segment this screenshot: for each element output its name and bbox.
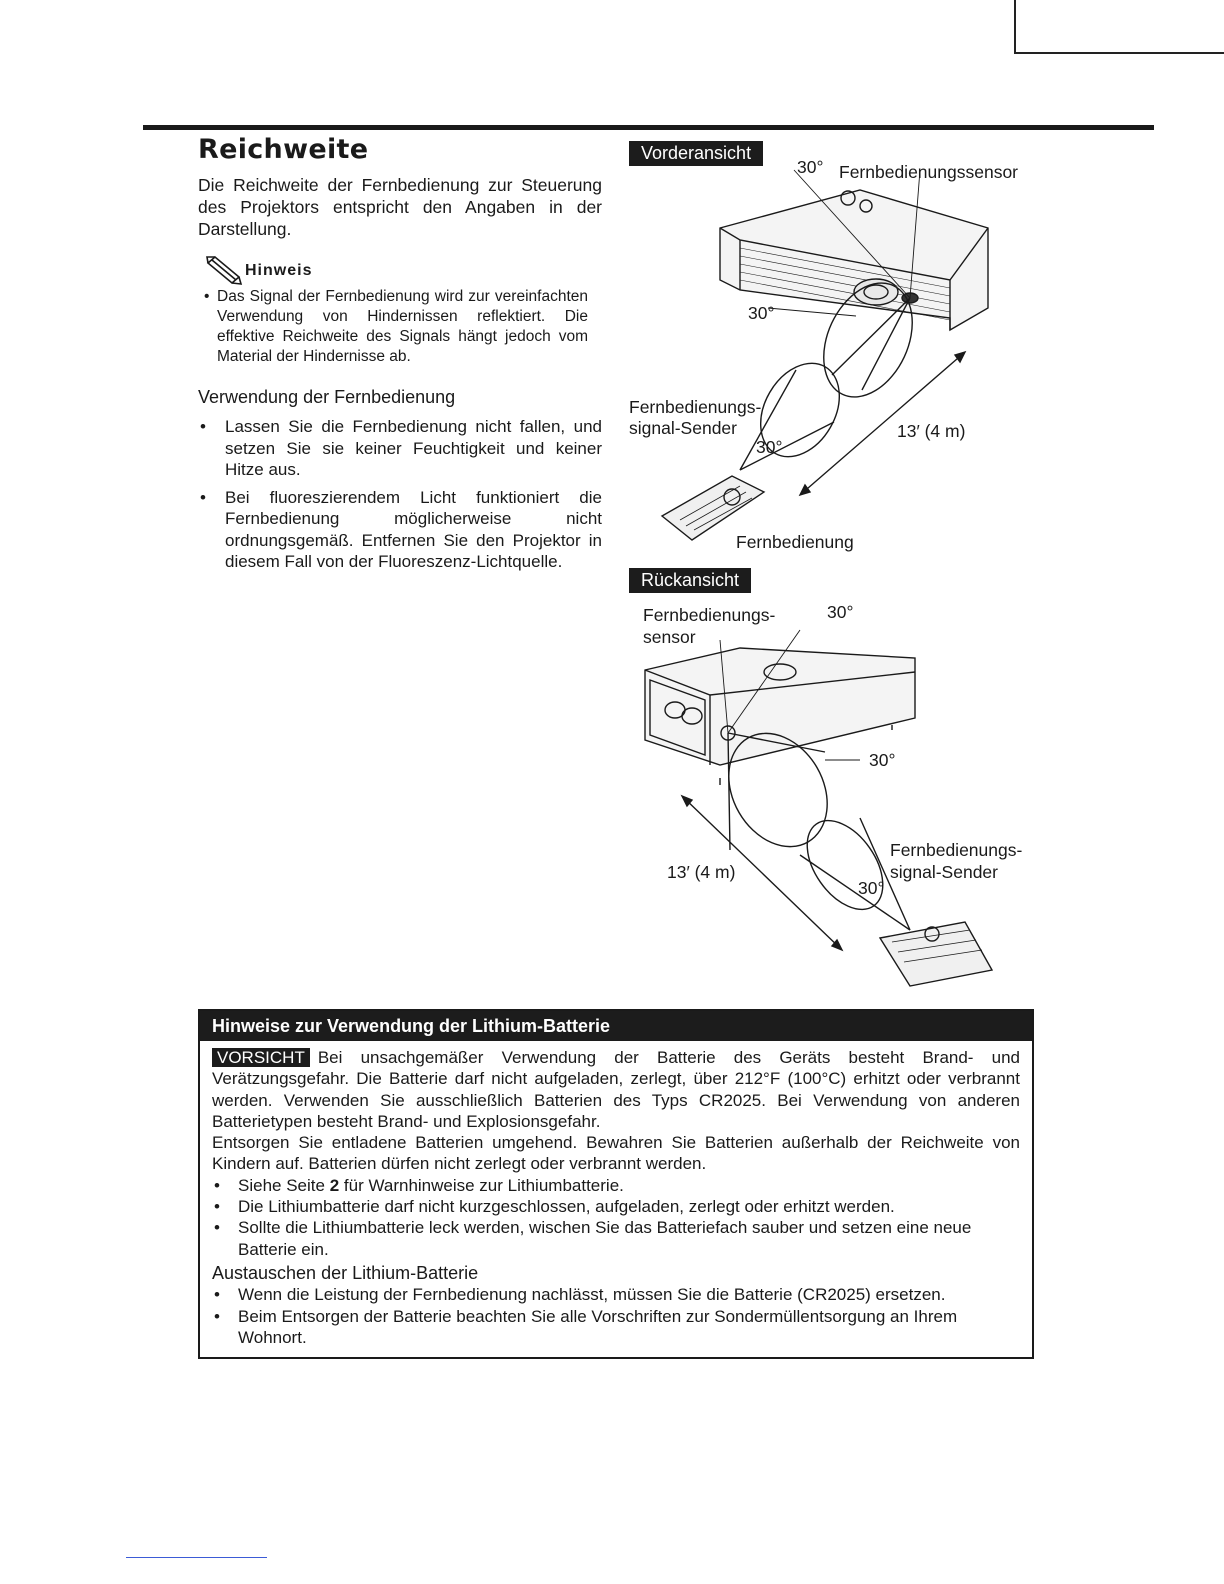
rear-sender-label-1: Fernbedienungs-: [890, 840, 1023, 860]
caution-badge: VORSICHT: [212, 1048, 310, 1067]
battery-item: • Siehe Seite 2 für Warnhinweise zur Lithiumbatterie.: [214, 1175, 624, 1195]
front-angle-side: 30°: [748, 303, 775, 323]
rear-view-label: Rückansicht: [629, 568, 751, 593]
replace-item: • Beim Entsorgen der Batterie beachten Sie alle Vorschriften zur Sondermüllentsorgung an Ihrem Wohnort.: [214, 1306, 958, 1347]
rear-view-diagram: [620, 600, 1040, 1000]
battery-list: [212, 1175, 1020, 1260]
bottom-link-line: [126, 1557, 267, 1558]
caution-paragraph: VORSICHT Bei unsachgemäßer Verwendung der Batterie des Geräts besteht Brand- und Verätzungsgefahr. Die Batterie darf nicht aufgeladen, zerlegt, über 212°F (100°C) erhitzt oder verbrannt werden. Verwenden Sie ausschließlich Batterien des Typs CR2025. Bei Verwendung von anderen Batterietypen besteht Brand- und Explosionsgefahr.: [212, 1048, 1020, 1131]
usage-list: [198, 416, 602, 579]
rear-angle-top: 30°: [827, 602, 854, 622]
front-sender-label-1: Fernbedienungs-: [629, 397, 762, 417]
note-label: Hinweis: [245, 262, 313, 279]
remote-control-rear: [880, 922, 992, 986]
note-list: [204, 287, 588, 367]
battery-item: • Sollte die Lithiumbatterie leck werden, wischen Sie das Batteriefach sauber und setzen eine neue Batterie ein.: [214, 1218, 972, 1259]
battery-body: [200, 1041, 1032, 1348]
note-item: • Das Signal der Fernbedienung wird zur vereinfachten Verwendung von Hindernissen reflektiert. Die effektive Reichweite des Signals hängt jedoch vom Material der Hindernisse ab.: [204, 288, 588, 365]
pencil-icon: [205, 255, 245, 285]
usage-item: • Lassen Sie die Fernbedienung nicht fallen, und setzen Sie sie keiner Feuchtigkeit und keiner Hitze aus.: [200, 417, 602, 479]
battery-item: • Die Lithiumbatterie darf nicht kurzgeschlossen, aufgeladen, zerlegt oder erhitzt werden.: [214, 1197, 895, 1217]
front-remote-label: Fernbedienung: [736, 532, 854, 552]
front-sender-label-2: signal-Sender: [629, 418, 737, 438]
section-title: Reichweite: [198, 134, 369, 165]
note-heading: [205, 255, 345, 287]
rear-sensor-label-1: Fernbedienungs-: [643, 605, 776, 625]
front-view-label: Vorderansicht: [629, 141, 763, 166]
intro-text: Die Reichweite der Fernbedienung zur Steuerung des Projektors entspricht den Angaben in der Darstellung.: [198, 175, 602, 239]
usage-heading: Verwendung der Fernbedienung: [198, 387, 456, 407]
page-corner-tab: [1014, 0, 1224, 54]
rear-angle-remote: 30°: [858, 878, 885, 898]
rear-angle-side: 30°: [869, 750, 896, 770]
rear-distance-label: 13′ (4 m): [667, 862, 736, 882]
battery-notes-box: [198, 1009, 1034, 1359]
replace-item: • Wenn die Leistung der Fernbedienung nachlässt, müssen Sie die Batterie (CR2025) ersetzen.: [214, 1285, 946, 1305]
distance-arrow-head-1: [955, 352, 965, 362]
top-rule: [143, 125, 1154, 130]
front-angle-top: 30°: [797, 157, 824, 177]
front-distance-label: 13′ (4 m): [897, 421, 966, 441]
usage-item: • Bei fluoreszierendem Licht funktioniert die Fernbedienung möglicherweise nicht ordnungsgemäß. Entfernen Sie den Projektor in diesem Fall von der Fluoreszenz-Lichtquelle.: [200, 487, 602, 571]
rear-sensor-label-2: sensor: [643, 627, 696, 647]
distance-arrow-head-2: [800, 485, 810, 495]
front-view-diagram: [620, 140, 1040, 550]
remote-control: [662, 476, 764, 540]
page-reference: 2: [329, 1175, 340, 1195]
dispose-paragraph: Entsorgen Sie entladene Batterien umgehend. Bewahren Sie Batterien außerhalb der Reichweite von Kindern auf. Batterien dürfen nicht zerlegt oder verbrannt werden.: [212, 1133, 1020, 1174]
replace-heading: Austauschen der Lithium-Batterie: [212, 1262, 479, 1283]
front-angle-remote: 30°: [756, 437, 783, 457]
battery-title: Hinweise zur Verwendung der Lithium-Batterie: [200, 1011, 1032, 1041]
signal-cone-sender: [792, 807, 899, 923]
rear-sender-label-2: signal-Sender: [890, 862, 998, 882]
replace-list: [212, 1284, 1020, 1348]
front-sensor-label: Fernbedienungssensor: [839, 162, 1019, 182]
